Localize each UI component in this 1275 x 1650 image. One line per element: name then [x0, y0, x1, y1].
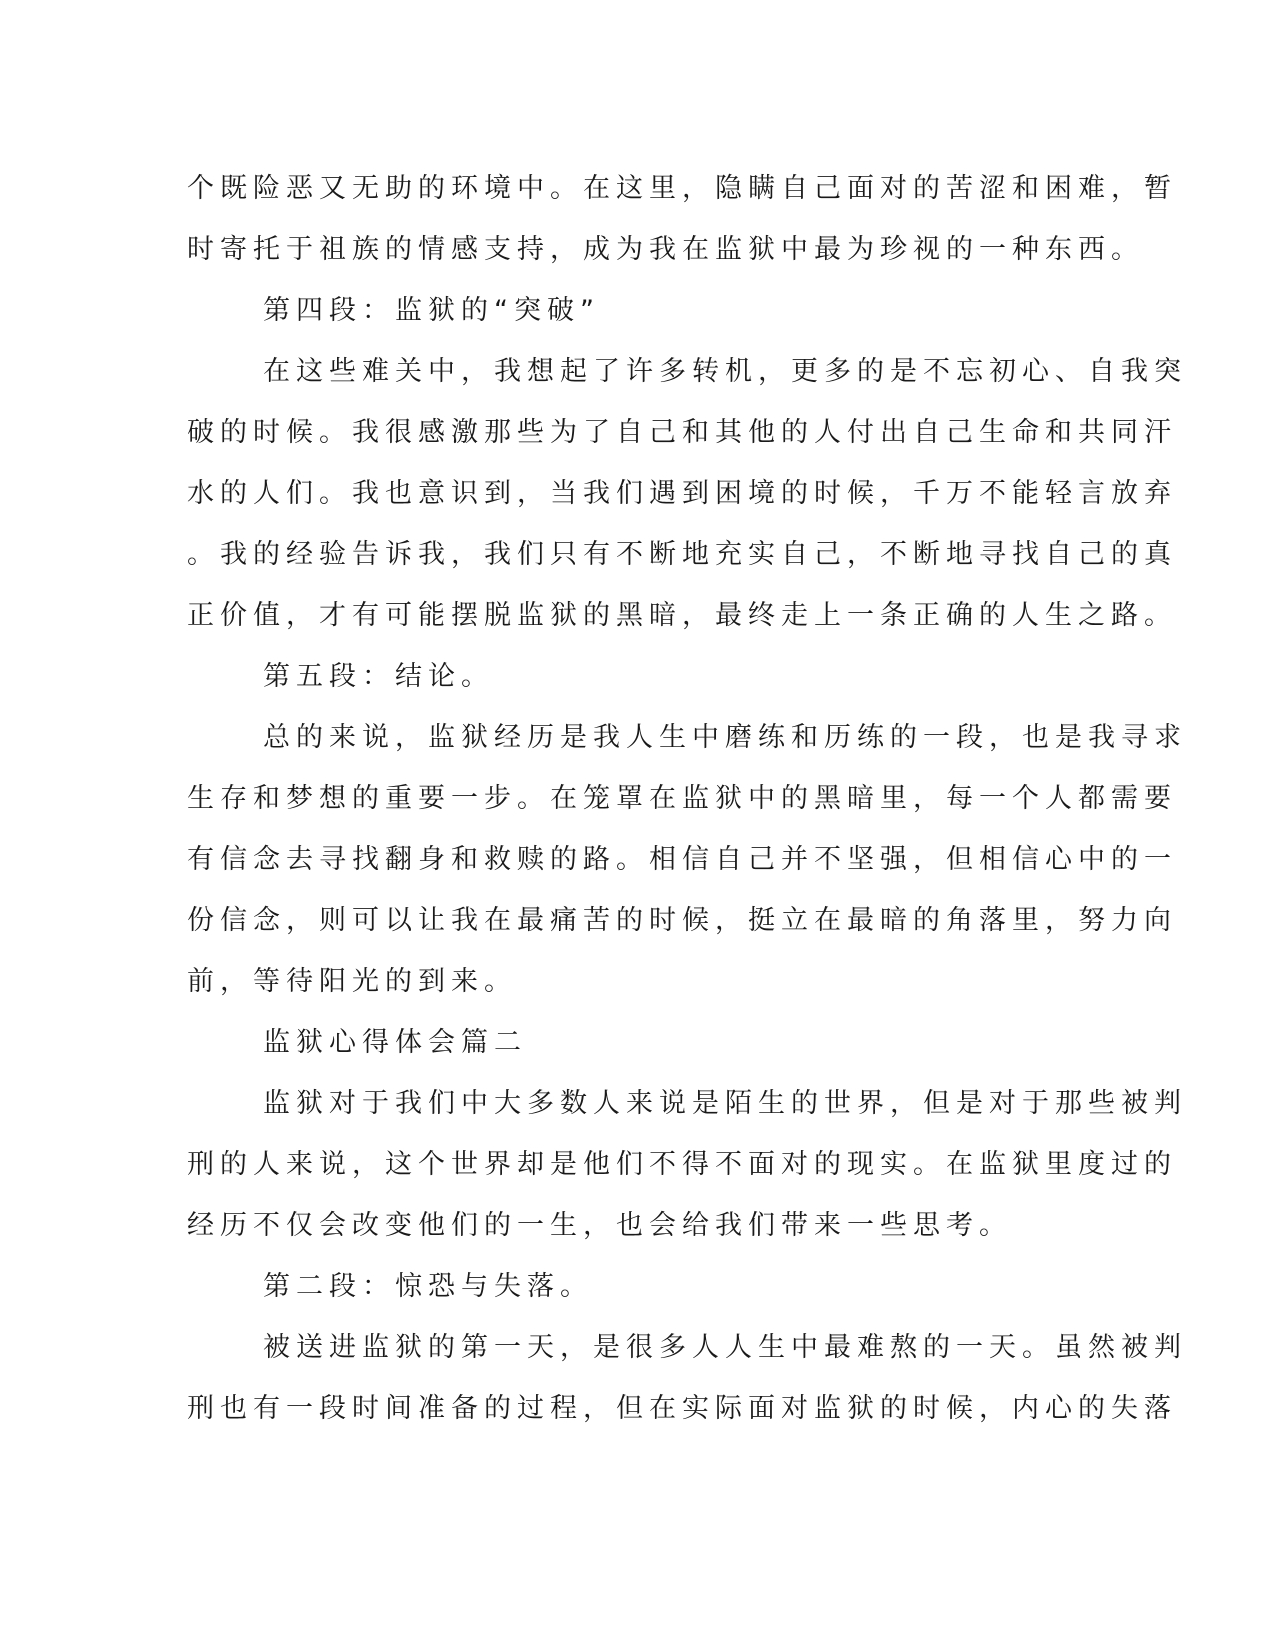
paragraph-line: 经历不仅会改变他们的一生，也会给我们带来一些思考。 — [187, 1210, 1012, 1241]
paragraph-line: 有信念去寻找翻身和救赎的路。相信自己并不坚强，但相信心中的一 — [187, 844, 1177, 875]
paragraph-line: 刑也有一段时间准备的过程，但在实际面对监狱的时候，内心的失落 — [187, 1393, 1177, 1424]
paragraph-line: 。我的经验告诉我，我们只有不断地充实自己，不断地寻找自己的真 — [187, 539, 1177, 570]
section-heading: 第四段：监狱的“突破” — [263, 295, 600, 326]
paragraph-line: 水的人们。我也意识到，当我们遇到困境的时候，千万不能轻言放弃 — [187, 478, 1177, 509]
paragraph-line: 在这些难关中，我想起了许多转机，更多的是不忘初心、自我突 — [263, 356, 1187, 387]
paragraph-line: 正价值，才有可能摆脱监狱的黑暗，最终走上一条正确的人生之路。 — [187, 600, 1177, 631]
paragraph-line: 前，等待阳光的到来。 — [187, 966, 517, 997]
article-heading: 监狱心得体会篇二 — [263, 1027, 527, 1058]
document-body — [187, 158, 1187, 1439]
paragraph-line: 生存和梦想的重要一步。在笼罩在监狱中的黑暗里，每一个人都需要 — [187, 783, 1177, 814]
paragraph-line: 个既险恶又无助的环境中。在这里，隐瞒自己面对的苦涩和困难，暂 — [187, 173, 1177, 204]
paragraph-line: 份信念，则可以让我在最痛苦的时候，挺立在最暗的角落里，努力向 — [187, 905, 1177, 936]
paragraph-line: 时寄托于祖族的情感支持，成为我在监狱中最为珍视的一种东西。 — [187, 234, 1144, 265]
section-heading: 第二段：惊恐与失落。 — [263, 1271, 593, 1302]
paragraph-line: 破的时候。我很感激那些为了自己和其他的人付出自己生命和共同汗 — [187, 417, 1177, 448]
paragraph-line: 被送进监狱的第一天，是很多人人生中最难熬的一天。虽然被判 — [263, 1332, 1187, 1363]
paragraph-line: 总的来说，监狱经历是我人生中磨练和历练的一段，也是我寻求 — [263, 722, 1187, 753]
paragraph-line: 刑的人来说，这个世界却是他们不得不面对的现实。在监狱里度过的 — [187, 1149, 1177, 1180]
paragraph-line: 监狱对于我们中大多数人来说是陌生的世界，但是对于那些被判 — [263, 1088, 1187, 1119]
section-heading: 第五段：结论。 — [263, 661, 494, 692]
